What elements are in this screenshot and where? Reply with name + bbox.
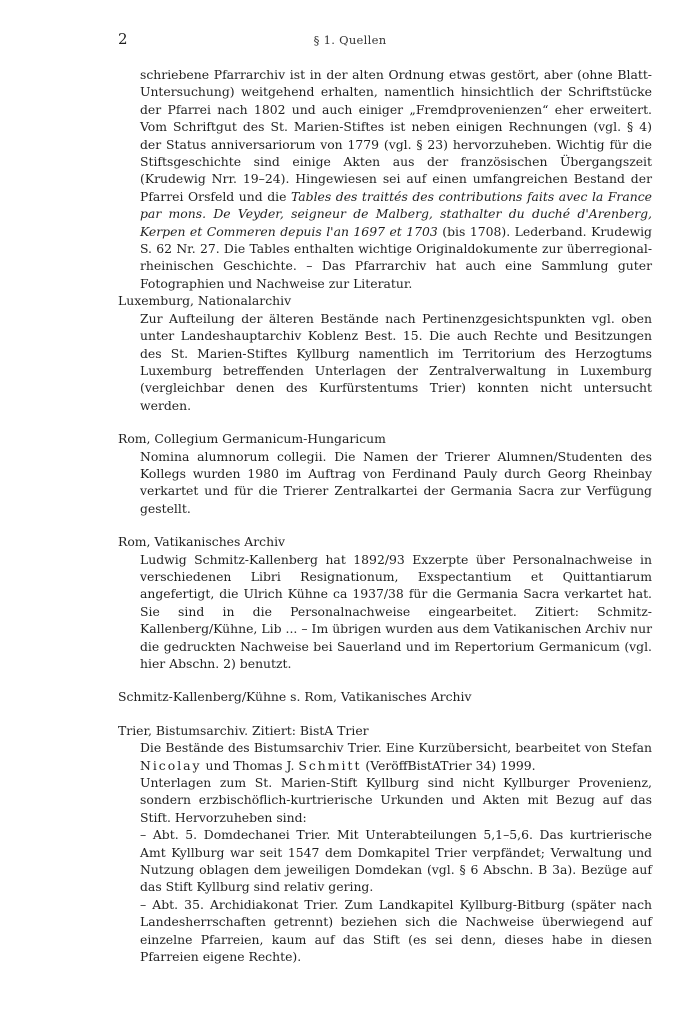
intro-italic-title: Tables des traittés des contributions faits avec la France par mons. De Veyder, seigneur de Malberg, stathalter du duché d'Arenberg, Kerpen et Commeren depuis l'an 1697 et 1703	[140, 188, 652, 239]
text-fragment: und Thomas J.	[201, 757, 299, 773]
entry-text: Nomina alumnorum collegii. Die Namen der Trierer Alumnen/Studenten des Kollegs wurden 1980 im Auftrag von Ferdinand Pauly durch Georg Rheinbay verkartet und für die Trierer Zentralkartei der Germania Sacra zur Verfügung gestellt.	[140, 448, 652, 516]
author-name: Nicolay	[140, 757, 202, 773]
page-content	[118, 66, 652, 982]
page-number: 2	[118, 30, 128, 48]
entry-text: Zur Aufteilung der älteren Bestände nach Pertinenzgesichtspunkten vgl. oben unter Landeshauptarchiv Koblenz Best. 15. Die auch Rechte und Besitzungen des St. Marien-Stiftes Kyllburg namentlich im Territorium des Herzogtums Luxemburg betreffenden Unterlagen der Zentralverwaltung in Luxemburg (vergleichbar denen des Kurfürstentums Trier) konnten nicht untersucht werden.	[140, 310, 652, 413]
entry-schmitz	[118, 688, 652, 705]
entry-germanicum	[118, 430, 652, 517]
intro-paragraph	[140, 66, 652, 292]
intro-text-part-2: (bis 1708). Lederband. Krudewig S. 62 Nr. 27. Die Tables enthalten wichtige Originaldokumente zur überregional-rheinischen Geschichte. – Das Pfarrarchiv hat auch eine Sammlung guter Fotographien und Nachweise zur Literatur.	[140, 223, 652, 291]
entry-luxemburg	[118, 292, 652, 414]
entry-heading: Schmitz-Kallenberg/Kühne s. Rom, Vatikanisches Archiv	[118, 689, 472, 705]
entry-text-2: Unterlagen zum St. Marien-Stift Kyllburg sind nicht Kyllburger Provenienz, sondern erzbischöflich-kurtrierische Urkunden und Akten mit Bezug auf das Stift. Hervorzuheben sind:	[140, 775, 652, 825]
intro-text-part-1: schriebene Pfarrarchiv ist in der alten Ordnung etwas gestört, aber (ohne Blatt-Untersuchung) weitgehend erhalten, namentlich hinsichtlich der Schriftstücke der Pfarrei nach 1802 und auch einiger „Fremdprovenienzen“ eher erweitert. Vom Schriftgut des St. Marien-Stiftes ist neben einigen Rechnungen (vgl. § 4) der Status anniversariorum von 1779 (vgl. § 23) hervorzuheben. Wichtig für die Stiftsgeschichte sind einige Akten aus der französischen Übergangszeit (Krudewig Nrr. 19–24). Hingewiesen sei auf einen umfangreichen Bestand der Pfarrei Orsfeld und die	[140, 67, 652, 204]
entry-vatikan	[118, 533, 652, 672]
running-title: § 1. Quellen	[313, 33, 387, 47]
text-fragment: Die Bestände des Bistumsarchiv Trier. Eine Kurzübersicht, bearbeitet von Stefan	[140, 740, 652, 756]
entry-text-1	[140, 739, 652, 774]
entry-text-4: – Abt. 35. Archidiakonat Trier. Zum Landkapitel Kyllburg-Bitburg (später nach Landesherrschaften getrennt) beziehen sich die Nachweise überwiegend auf einzelne Pfarreien, kaum auf das Stift (es sei denn, dieses habe in diesen Pfarreien eigene Rechte).	[140, 896, 652, 965]
entry-heading: Rom, Collegium Germanicum-Hungaricum	[118, 431, 386, 447]
entry-heading: Trier, Bistumsarchiv. Zitiert: BistA Trier	[118, 722, 369, 738]
entry-text: Ludwig Schmitz-Kallenberg hat 1892/93 Exzerpte über Personalnachweise in verschiedenen Libri Resignationum, Exspectantium et Quittantiarum angefertigt, die Ulrich Kühne ca 1937/38 für die Germania Sacra verkartet hat. Sie sind in die Personalnachweise eingearbeitet. Zitiert: Schmitz-Kallenberg/Kühne, Lib ... – Im übrigen wurden aus dem Vatikanischen Archiv nur die gedruckten Nachweise bei Sauerland und im Repertorium Germanicum (vgl. hier Abschn. 2) benutzt.	[140, 551, 652, 671]
text-fragment: (VeröffBistATrier 34) 1999.	[361, 757, 536, 773]
author-name: Schmitt	[298, 757, 362, 773]
entry-text-3: – Abt. 5. Domdechanei Trier. Mit Unterabteilungen 5,1–5,6. Das kurtrierische Amt Kyllburg war seit 1547 dem Domkapitel Trier verpfändet; Verwaltung und Nutzung oblagen dem jeweiligen Domdekan (vgl. § 6 Abschn. B 3a). Bezüge auf das Stift Kyllburg sind relativ gering.	[140, 827, 652, 895]
entry-heading: Rom, Vatikanisches Archiv	[118, 534, 286, 550]
entry-heading: Luxemburg, Nationalarchiv	[118, 293, 292, 309]
entry-trier	[118, 722, 652, 966]
